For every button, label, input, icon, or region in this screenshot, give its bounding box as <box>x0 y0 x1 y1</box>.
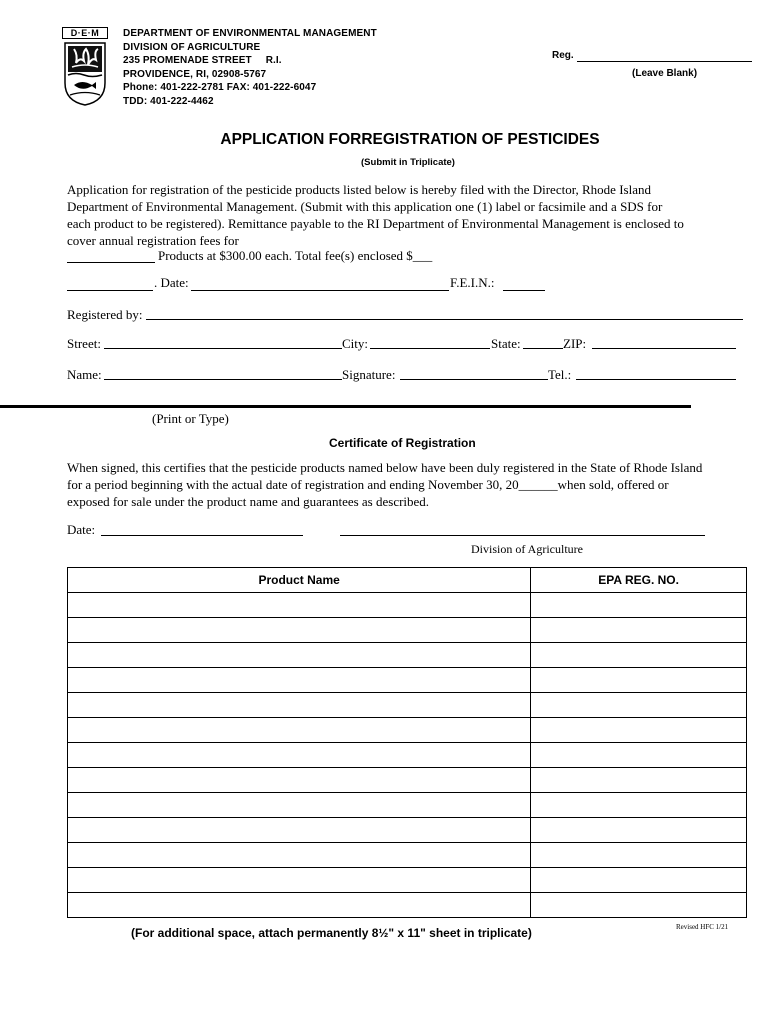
epa-reg-no-cell[interactable] <box>531 743 747 768</box>
zip-field[interactable] <box>592 348 736 349</box>
name-field[interactable] <box>104 379 342 380</box>
epa-reg-no-cell[interactable] <box>531 843 747 868</box>
product-name-cell[interactable] <box>68 643 531 668</box>
print-or-type-note: (Print or Type) <box>152 411 229 426</box>
epa-reg-no-cell[interactable] <box>531 643 747 668</box>
street-label: Street: <box>67 336 101 351</box>
certificate-line: When signed, this certifies that the pesticide products named below have been duly registered in the State of Rhode Island <box>67 460 703 475</box>
table-row <box>68 893 747 918</box>
product-name-cell[interactable] <box>68 843 531 868</box>
product-name-cell[interactable] <box>68 868 531 893</box>
product-count-field[interactable] <box>67 262 155 263</box>
date-label: . Date: <box>154 275 189 290</box>
signature-label: Signature: <box>342 367 396 382</box>
table-row <box>68 793 747 818</box>
products-table <box>67 567 747 918</box>
fee-amount-field[interactable] <box>67 290 153 291</box>
table-row <box>68 818 747 843</box>
certificate-date-label: Date: <box>67 522 96 537</box>
table-row <box>68 668 747 693</box>
header-division: DIVISION OF AGRICULTURE <box>123 41 261 53</box>
city-field[interactable] <box>370 348 490 349</box>
table-row <box>68 768 747 793</box>
certificate-signature-line[interactable] <box>340 535 705 536</box>
product-name-cell[interactable] <box>68 618 531 643</box>
intro-line: Department of Environmental Management. (Submit with this application one (1) label or facsimile and a SDS for <box>67 199 663 214</box>
epa-reg-no-cell[interactable] <box>531 768 747 793</box>
epa-reg-no-cell[interactable] <box>531 793 747 818</box>
revision-note: Revised HFC 1/21 <box>676 923 729 931</box>
name-label: Name: <box>67 367 102 382</box>
product-name-cell[interactable] <box>68 668 531 693</box>
registered-by-field[interactable] <box>146 319 743 320</box>
street-field[interactable] <box>104 348 342 349</box>
epa-reg-no-cell[interactable] <box>531 868 747 893</box>
header-street-text: 235 PROMENADE STREET <box>123 55 252 66</box>
product-name-cell[interactable] <box>68 693 531 718</box>
dem-logo-text: D·E·M <box>70 28 100 38</box>
fein-field[interactable] <box>503 290 545 291</box>
product-name-cell[interactable] <box>68 793 531 818</box>
signature-field[interactable] <box>400 379 548 380</box>
additional-space-note: (For additional space, attach permanently 8½" x 11" sheet in triplicate) <box>131 926 532 940</box>
table-row <box>68 868 747 893</box>
certificate-line: exposed for sale under the product name and guarantees as described. <box>67 494 430 509</box>
form-title: APPLICATION FORREGISTRATION OF PESTICIDES <box>220 131 600 148</box>
epa-reg-no-cell[interactable] <box>531 893 747 918</box>
table-row <box>68 693 747 718</box>
form-subtitle: (Submit in Triplicate) <box>361 157 455 168</box>
epa-reg-no-cell[interactable] <box>531 693 747 718</box>
table-header-row <box>68 568 747 593</box>
certificate-title: Certificate of Registration <box>329 436 476 450</box>
certificate-paragraph <box>67 459 757 510</box>
tel-label: Tel.: <box>548 367 572 382</box>
fein-label: F.E.I.N.: <box>450 275 495 290</box>
product-name-cell[interactable] <box>68 718 531 743</box>
date-field[interactable] <box>191 290 449 291</box>
epa-reg-no-cell[interactable] <box>531 618 747 643</box>
reg-label: Reg. <box>552 50 574 61</box>
reg-note: (Leave Blank) <box>632 68 698 79</box>
table-row <box>68 743 747 768</box>
table-row <box>68 618 747 643</box>
certificate-date-field[interactable] <box>101 535 303 536</box>
certificate-line: for a period beginning with the actual date of registration and ending November 30, 20______when sold, offered or <box>67 477 669 492</box>
product-name-header: Product Name <box>68 568 531 593</box>
agency-header <box>123 27 377 108</box>
dem-logo <box>62 27 108 107</box>
table-row <box>68 593 747 618</box>
header-state: R.I. <box>265 55 282 66</box>
intro-paragraph <box>67 181 757 249</box>
header-city: PROVIDENCE, RI, 02908-5767 <box>123 68 267 80</box>
epa-reg-no-cell[interactable] <box>531 818 747 843</box>
product-name-cell[interactable] <box>68 893 531 918</box>
city-label: City: <box>342 336 369 351</box>
products-fee-text: Products at $300.00 each. Total fee(s) enclosed $___ <box>158 248 433 263</box>
product-name-cell[interactable] <box>68 593 531 618</box>
state-label: State: <box>491 336 521 351</box>
epa-reg-no-header: EPA REG. NO. <box>531 568 747 593</box>
intro-line: each product to be registered). Remittance payable to the RI Department of Environmental Management is enclosed to <box>67 216 684 231</box>
product-name-cell[interactable] <box>68 768 531 793</box>
intro-line: Application for registration of the pesticide products listed below is hereby filed with the Director, Rhode Island <box>67 182 651 197</box>
tel-field[interactable] <box>576 379 736 380</box>
table-row <box>68 843 747 868</box>
intro-line: cover annual registration fees for <box>67 233 239 248</box>
epa-reg-no-cell[interactable] <box>531 593 747 618</box>
header-street <box>123 54 377 68</box>
header-department: DEPARTMENT OF ENVIRONMENTAL MANAGEMENT <box>123 28 377 39</box>
dem-logo-emblem <box>62 27 108 107</box>
header-tdd: TDD: 401-222-4462 <box>123 95 214 107</box>
epa-reg-no-cell[interactable] <box>531 668 747 693</box>
products-table-body <box>68 593 747 918</box>
table-row <box>68 643 747 668</box>
section-divider <box>0 405 691 408</box>
table-row <box>68 718 747 743</box>
header-phone: Phone: 401-222-2781 FAX: 401-222-6047 <box>123 82 317 93</box>
epa-reg-no-cell[interactable] <box>531 718 747 743</box>
zip-label: ZIP: <box>563 336 587 351</box>
product-name-cell[interactable] <box>68 743 531 768</box>
registered-by-label: Registered by: <box>67 307 143 322</box>
reg-field[interactable] <box>577 61 752 62</box>
division-caption: Division of Agriculture <box>471 542 583 556</box>
state-field[interactable] <box>523 348 563 349</box>
product-name-cell[interactable] <box>68 818 531 843</box>
